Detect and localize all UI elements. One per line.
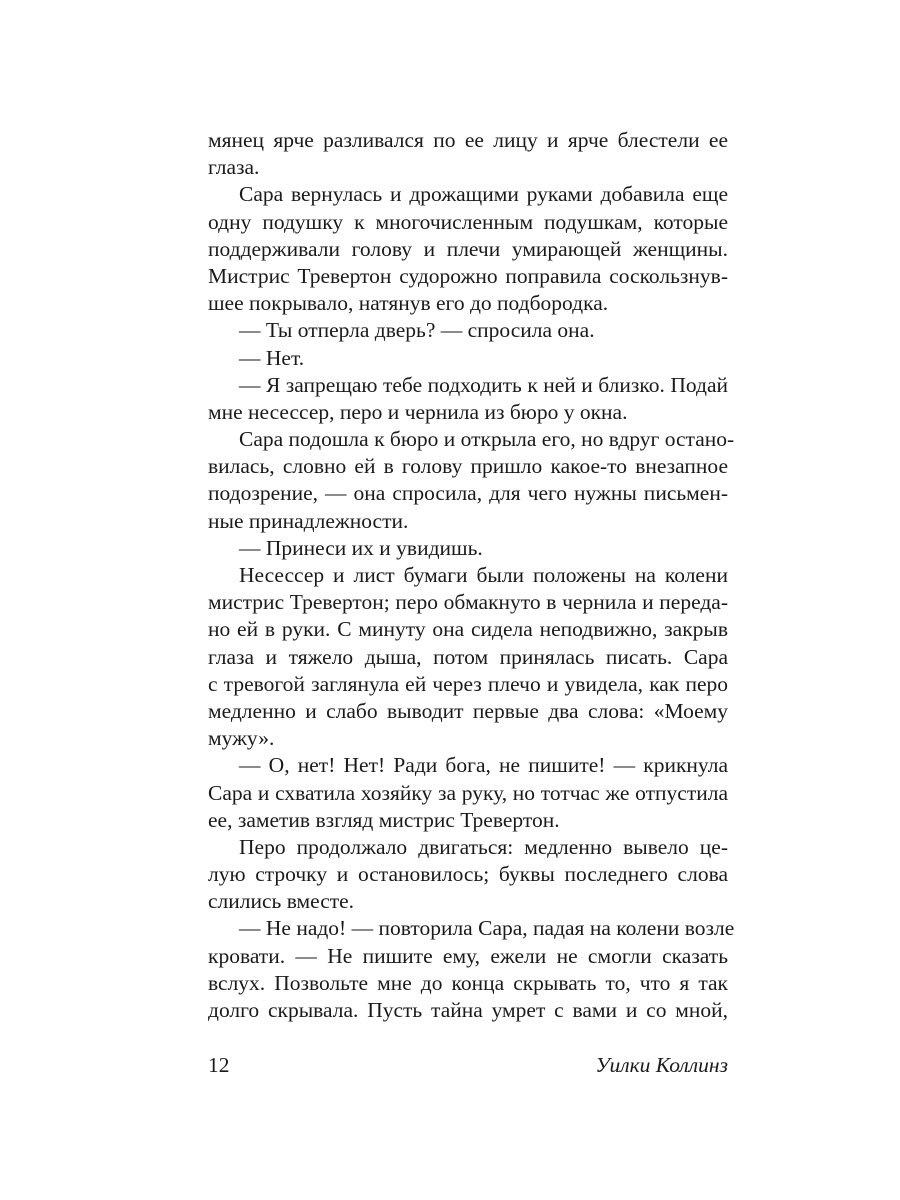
paragraph: [208, 535, 728, 562]
paragraph: [208, 345, 728, 372]
body-text: [208, 127, 735, 1024]
text-line: Мистрис Тревертон судорожно поправила соскользнув-: [208, 263, 728, 288]
text-line: мянец ярче разливался по ее лицу и ярче блестели ее: [208, 128, 728, 152]
text-line: — Принеси их и увидишь.: [239, 535, 483, 560]
paragraph: [208, 834, 728, 916]
text-line: ее, заметив взгляд мистрис Тревертон.: [208, 807, 560, 832]
text-line: ные принадлежности.: [208, 508, 409, 533]
text-line: одну подушку к многочисленным подушкам, которые: [208, 209, 728, 234]
text-line: кровати. — Не пишите ему, ежели не смогли сказать: [208, 943, 728, 968]
text-line: подозрение, — она спросила, для чего нужны письмен-: [208, 481, 728, 506]
paragraph: [208, 562, 728, 752]
text-line: но ей в руки. С минуту она сидела неподвижно, закрыв: [208, 617, 728, 642]
paragraph: [208, 181, 728, 317]
text-line: Сара подошла к бюро и открыла его, но вдруг остано-: [239, 427, 735, 452]
text-line: мне несессер, перо и чернила из бюро у окна.: [208, 399, 628, 424]
text-line: — Я запрещаю тебе подходить к ней и близко. Подай: [239, 372, 728, 397]
text-line: глаза.: [208, 155, 260, 180]
text-line: Несессер и лист бумаги были положены на колени: [239, 563, 728, 587]
text-line: Сара вернулась и дрожащими руками добавила еще: [239, 182, 728, 207]
paragraph: [208, 915, 735, 1024]
page-number: 12: [208, 1053, 230, 1077]
text-line: мистрис Тревертон; перо обмакнуто в чернила и переда-: [208, 590, 728, 615]
paragraph: [208, 127, 728, 181]
text-line: с тревогой заглянула ей через плечо и увидела, как перо: [208, 671, 728, 696]
text-line: — Нет.: [239, 345, 305, 370]
text-line: медленно и слабо выводит первые два слова: «Моему: [208, 698, 728, 723]
text-line: лую строчку и остановилось; буквы последнего слова: [208, 862, 728, 887]
text-line: глаза и тяжело дыша, потом принялась писать. Сара: [208, 644, 728, 669]
text-line: шее покрывало, натянув его до подбородка.: [208, 291, 609, 316]
running-author: Уилки Коллинз: [595, 1053, 728, 1077]
text-line: поддерживали голову и плечи умирающей женщины.: [208, 236, 728, 261]
text-line: долго скрывала. Пусть тайна умрет с вами и со мной,: [208, 998, 728, 1022]
text-line: — О, нет! Нет! Ради бога, не пишите! — крикнула: [239, 753, 728, 778]
text-line: мужу».: [208, 726, 275, 751]
text-line: вилась, словно ей в голову пришло какое-то внезапное: [208, 454, 728, 479]
text-line: Сара и схватила хозяйку за руку, но тотчас же отпустила: [208, 780, 728, 805]
text-line: Перо продолжало двигаться: медленно вывело це-: [239, 834, 728, 859]
paragraph: [208, 372, 728, 426]
paragraph: [208, 317, 728, 344]
text-line: вслух. Позвольте мне до конца скрывать то, что я так: [208, 970, 728, 995]
text-line: слились вместе.: [208, 889, 355, 914]
text-line: — Не надо! — повторила Сара, падая на колени возле: [239, 916, 735, 941]
paragraph: [208, 752, 728, 834]
text-line: — Ты отперла дверь? — спросила она.: [239, 318, 595, 343]
paragraph: [208, 426, 735, 535]
